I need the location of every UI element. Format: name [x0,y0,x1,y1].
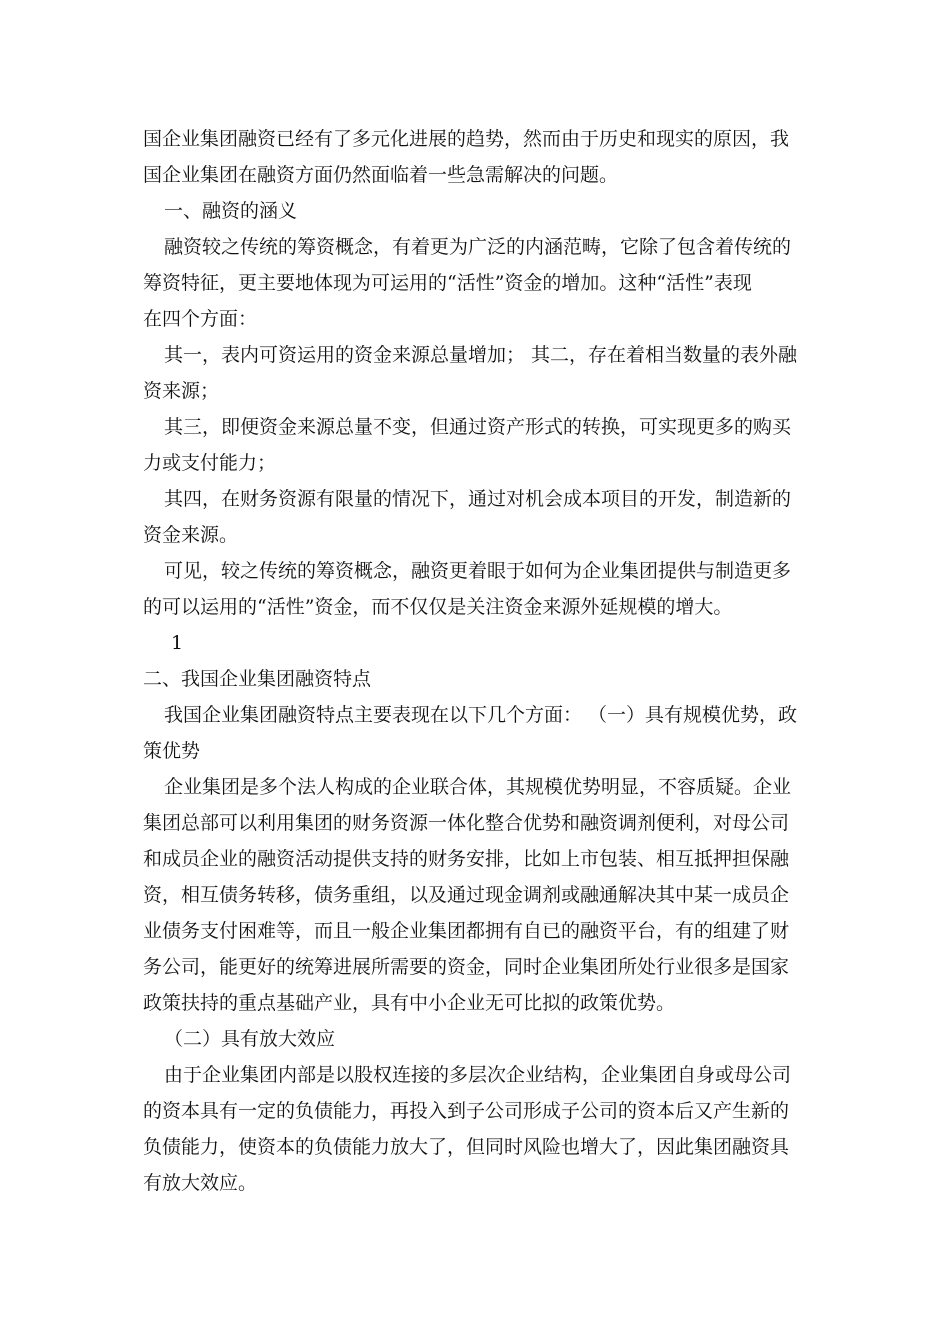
body-text-line: 国企业集团融资已经有了多元化进展的趋势，然而由于历史和现实的原因，我 [143,128,790,150]
body-text-line: 政策扶持的重点基础产业，具有中小企业无可比拟的政策优势。 [143,992,676,1014]
body-text-line: 业债务支付困难等，而且一般企业集团都拥有自已的融资平台，有的组建了财 [143,920,790,942]
body-text-line: 务公司，能更好的统筹进展所需要的资金，同时企业集团所处行业很多是国家 [143,956,790,978]
body-text-line: 在四个方面： [143,308,258,330]
body-text-line: 资来源； [143,380,220,402]
body-text-line: 其一，表内可资运用的资金来源总量增加； 其二，存在着相当数量的表外融 [164,344,798,366]
subsection-heading: （二）具有放大效应 [164,1028,336,1050]
body-text-line: 融资较之传统的筹资概念，有着更为广泛的内涵范畴，它除了包含着传统的 [164,236,792,258]
body-text-line: 资，相互债务转移，债务重组，以及通过现金调剂或融通解决其中某一成员企 [143,884,790,906]
body-text-line: 其三，即便资金来源总量不变，但通过资产形式的转换，可实现更多的购买 [164,416,792,438]
body-text-line: 由于企业集团内部是以股权连接的多层次企业结构，企业集团自身或母公司 [164,1064,792,1086]
section-heading: 一、融资的涵义 [164,200,298,222]
body-text-line: 可见，较之传统的筹资概念，融资更着眼于如何为企业集团提供与制造更多 [164,560,792,582]
body-text-line: 企业集团是多个法人构成的企业联合体，其规模优势明显，不容质疑。企业 [164,776,792,798]
body-text-line: 力或支付能力； [143,452,277,474]
body-text-line: 资金来源。 [143,524,239,546]
section-heading: 二、我国企业集团融资特点 [143,668,372,690]
body-text-line: 策优势 [143,740,201,762]
body-text-line: 的可以运用的“活性”资金，而不仅仅是关注资金来源外延规模的增大。 [143,596,733,618]
body-text-line: 筹资特征，更主要地体现为可运用的“活性”资金的增加。这种“活性”表现 [143,272,752,294]
body-text-line: 其四，在财务资源有限量的情况下，通过对机会成本项目的开发，制造新的 [164,488,792,510]
body-text-line: 国企业集团在融资方面仍然面临着一些急需解决的问题。 [143,164,619,186]
body-text-line: 我国企业集团融资特点主要表现在以下几个方面： （一）具有规模优势，政 [164,704,798,726]
body-text-line: 负债能力，使资本的负债能力放大了，但同时风险也增大了，因此集团融资具 [143,1136,790,1158]
footnote-number: 1 [171,632,184,654]
body-text-line: 有放大效应。 [143,1172,258,1194]
body-text-line: 的资本具有一定的负债能力，再投入到子公司形成子公司的资本后又产生新的 [143,1100,790,1122]
body-text-line: 集团总部可以利用集团的财务资源一体化整合优势和融资调剂便利，对母公司 [143,812,790,834]
body-text-line: 和成员企业的融资活动提供支持的财务安排，比如上市包装、相互抵押担保融 [143,848,790,870]
